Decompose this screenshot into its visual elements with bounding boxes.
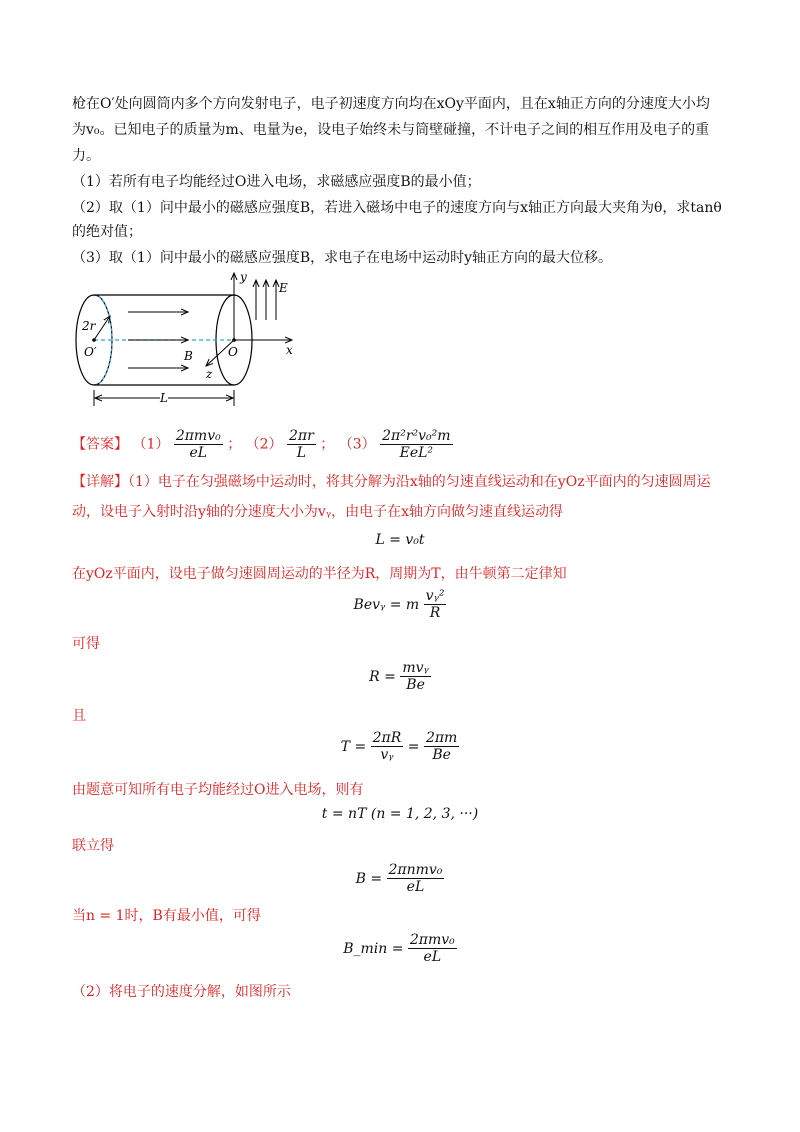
label-o: O [228, 345, 238, 359]
answer-1-prefix: （1） [132, 436, 170, 453]
answer-sep-2: ； [320, 436, 335, 453]
equation-3-denominator: Be [406, 677, 425, 693]
label-o-prime: O′ [84, 345, 97, 359]
equation-4 [0, 730, 800, 763]
question-2b: 的绝对值； [72, 224, 142, 240]
question-1: （1）若所有电子均能经过O进入电场，求磁感应强度B的最小值； [72, 174, 481, 190]
problem-line-2: 为v₀。已知电子的质量为m、电量为e，设电子始终未与筒壁碰撞，不计电子之间的相互作用及电子的重 [72, 122, 710, 138]
answer-2-fraction [287, 428, 316, 461]
equation-3 [0, 660, 800, 693]
point-o-prime [92, 338, 96, 342]
answer-1-denominator: eL [189, 445, 208, 461]
answer-2-denominator: L [296, 445, 307, 461]
equation-3-numerator: mvᵧ [402, 660, 429, 676]
answer-tag: 【答案】 [72, 436, 128, 453]
equation-7-fraction [408, 932, 457, 965]
label-e: E [279, 281, 288, 295]
detail-line-4: 可得 [72, 636, 100, 652]
equation-6-fraction [387, 862, 445, 895]
answer-3-numerator: 2π²r²v₀²m [382, 428, 451, 444]
answer-line [72, 428, 732, 461]
equation-7-denominator: eL [423, 949, 442, 965]
equation-3-left: R = [369, 668, 396, 685]
detail-line-9: （2）将电子的速度分解，如图所示 [72, 984, 291, 1000]
equation-6-left: B = [355, 870, 383, 887]
label-x: x [286, 343, 293, 357]
equation-1: L = v₀t [375, 532, 425, 548]
problem-line-1: 枪在O′处向圆筒内多个方向发射电子，电子初速度方向均在xOy平面内，且在x轴正方向的分速度大小均 [72, 96, 710, 112]
detail-line-3: 在yOz平面内，设电子做匀速圆周运动的半径为R，周期为T，由牛顿第二定律知 [72, 566, 567, 582]
detail-line-7: 联立得 [72, 838, 114, 854]
question-2a: （2）取（1）问中最小的磁感应强度B，若进入磁场中电子的速度方向与x轴正方向最大夹角为θ，求tanθ [72, 200, 722, 216]
equation-6 [0, 862, 800, 895]
detail-line-6: 由题意可知所有电子均能经过O进入电场，则有 [72, 782, 364, 798]
detail-line-1 [72, 470, 732, 494]
detail-line-2: 动，设电子入射时沿y轴的分速度大小为vᵧ，由电子在x轴方向做匀速直线运动得 [72, 504, 563, 520]
question-3: （3）取（1）问中最小的磁感应强度B，求电子在电场中运动时y轴正方向的最大位移。 [72, 250, 613, 266]
radius-arrow [94, 316, 110, 340]
answer-1-fraction [174, 428, 223, 461]
equation-7-left: B_min = [343, 940, 404, 957]
equation-4-fraction-2 [424, 730, 459, 763]
equation-4-denominator-1: vᵧ [380, 747, 394, 763]
equation-6-numerator: 2πnmv₀ [388, 862, 443, 878]
equation-7 [0, 932, 800, 965]
detail-line-8: 当n = 1时，B有最小值，可得 [72, 908, 261, 924]
equation-6-denominator: eL [406, 879, 425, 895]
equation-4-denominator-2: Be [432, 747, 451, 763]
equation-2-left: Bevᵧ = m [353, 596, 420, 613]
answer-3-denominator: EeL² [399, 445, 434, 461]
detail-line-5: 且 [72, 708, 86, 724]
equation-4-numerator-1: 2πR [372, 730, 402, 746]
equation-2-denominator: R [429, 605, 441, 621]
answer-3-fraction [380, 428, 452, 461]
label-z: z [206, 367, 213, 381]
equation-2 [0, 588, 800, 621]
point-o [232, 338, 236, 342]
label-y: y [240, 270, 247, 284]
equation-7-numerator: 2πmv₀ [409, 932, 455, 948]
label-l: L [160, 391, 168, 405]
equation-5: t = nT (n = 1, 2, 3, ···) [321, 806, 479, 822]
equation-3-fraction [400, 660, 430, 693]
problem-line-3: 力。 [72, 148, 100, 164]
equation-4-equals: = [407, 738, 420, 755]
label-b: B [184, 349, 193, 363]
equation-2-numerator: vᵧ² [425, 588, 445, 604]
answer-2-numerator: 2πr [289, 428, 314, 444]
answer-sep-1: ； [227, 436, 242, 453]
answer-1-numerator: 2πmv₀ [175, 428, 221, 444]
equation-4-left: T = [340, 738, 367, 755]
label-2r: 2r [82, 319, 96, 333]
cylinder-figure [60, 268, 310, 413]
equation-4-numerator-2: 2πm [425, 730, 458, 746]
answer-2-prefix: （2） [245, 436, 283, 453]
equation-2-fraction [424, 588, 447, 621]
detail-s1: （1）电子在匀强磁场中运动时，将其分解为沿x轴的匀速直线运动和在yOz平面内的匀速圆周运 [128, 474, 711, 490]
answer-3-prefix: （3） [338, 436, 376, 453]
detail-tag: 【详解】 [72, 474, 128, 490]
equation-4-fraction-1 [371, 730, 404, 763]
